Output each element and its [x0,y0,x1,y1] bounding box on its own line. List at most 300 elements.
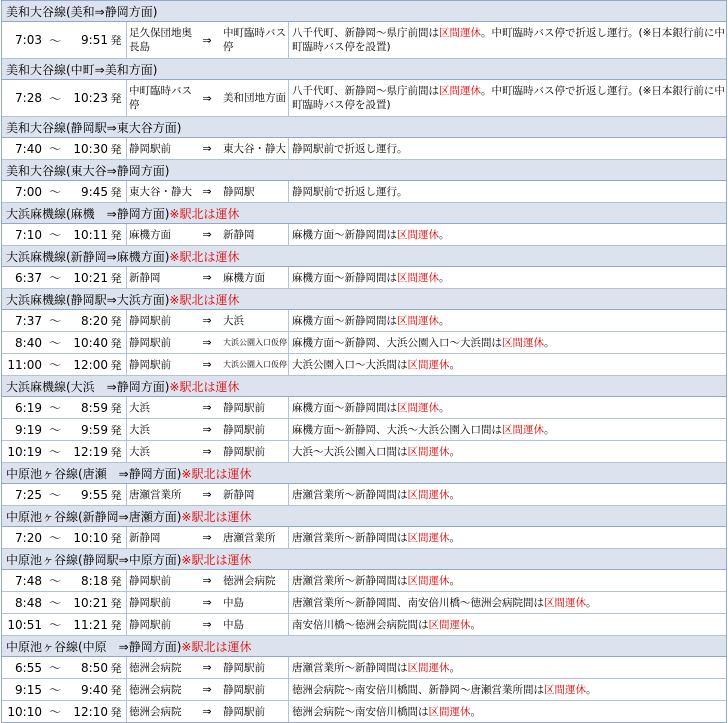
remark-prefix: 大浜公園入口～大浜間は [292,358,408,371]
end-time: 8:59 [81,400,108,415]
end-time: 8:18 [81,573,108,588]
remark-cell [289,224,726,245]
time-cell [2,419,127,440]
tilde: ～ [48,596,61,610]
tilde: ～ [48,314,61,328]
remark-suffix: 。 [439,314,450,327]
table-row [2,570,726,592]
tilde: ～ [48,33,61,48]
remark-suffix: 。中町臨時バス停で折返し運行。(※日本銀行前に中町臨時バス停を設置) [292,85,725,111]
arrow-icon: ⇒ [202,596,212,609]
route-header [2,203,726,224]
route-title: 中原池ヶ谷線(静岡駅⇒中原方面) [6,552,182,567]
time-cell [2,332,127,353]
from-stop: 徳洲会病院 [129,683,182,696]
arrow-icon: ⇒ [202,618,212,631]
from-stop: 大浜 [129,445,150,458]
end-time: 11:21 [73,617,108,632]
to-stop: 大浜公園入口仮停 [219,332,289,353]
route-title: 美和大谷線(中町⇒美和方面) [6,62,158,77]
time-cell [2,80,127,116]
to-stop: 新静岡 [219,224,289,245]
arrow-icon: ⇒ [202,336,212,349]
start-time: 10:10 [7,704,42,719]
from-stop: 徳洲会病院 [129,705,182,718]
from-stop: 中町臨時バス停 [129,85,192,111]
end-time: 9:40 [81,682,108,697]
route-header [2,59,726,80]
departure-label: 発 [110,423,122,437]
remark-cell [289,441,726,462]
start-time: 7:20 [15,530,42,545]
table-row [2,419,726,441]
start-time: 7:40 [15,141,42,156]
end-time: 10:40 [73,335,108,350]
arrow-icon: ⇒ [202,358,212,371]
departure-label: 発 [110,92,122,105]
remark-prefix: 静岡駅前で折返し運行。 [292,142,408,155]
remark-text [292,596,597,610]
table-row [2,310,726,332]
route-header [2,246,726,267]
from-stop: 足久保団地奥長島 [129,27,192,53]
remark-suffix: 。 [544,423,555,436]
time-cell [2,224,127,245]
suspension-label: 区間運休 [502,423,544,436]
start-time: 10:19 [7,444,42,459]
table-row [2,614,726,636]
table-row [2,527,726,549]
to-stop: 徳洲会病院 [219,570,289,591]
suspension-label: 区間運休 [544,683,586,696]
from-stop: 大浜 [129,401,150,414]
to-stop: 静岡駅 [219,181,289,202]
start-time: 6:19 [15,400,42,415]
start-time: 8:48 [15,595,42,610]
remark-text [292,683,597,697]
from-stop: 大浜 [129,423,150,436]
remark-cell [289,181,726,202]
end-time: 12:19 [73,444,108,459]
time-cell [2,679,127,700]
remark-suffix: 。 [439,228,450,241]
suspension-label: 区間運休 [397,228,439,241]
remark-cell [289,701,726,722]
remark-prefix: 麻機方面～新静岡間は [292,401,397,414]
start-time: 7:37 [15,313,42,328]
from-stop: 静岡駅前 [129,336,171,349]
from-stop: 新静岡 [129,531,161,544]
suspension-label: 区間運休 [544,596,586,609]
remark-text [292,488,460,502]
departure-label: 発 [110,531,122,545]
remark-text [292,531,460,545]
route-title: 大浜麻機線(麻機 ⇒静岡方面) [6,206,170,221]
remark-text [292,336,555,350]
suspension-label: 区間運休 [397,271,439,284]
to-stop: 静岡駅前 [219,419,289,440]
remark-cell [289,592,726,613]
from-stop: 静岡駅前 [129,596,171,609]
suspension-label: 区間運休 [397,401,439,414]
remark-suffix: 。 [586,596,597,609]
route-header [2,463,726,484]
remark-prefix: 静岡駅前で折返し運行。 [292,185,408,198]
departure-label: 発 [110,596,122,610]
route-header [2,376,726,397]
route-title: 大浜麻機線(大浜 ⇒静岡方面) [6,379,170,394]
remark-suffix: 。 [449,531,460,544]
suspension-label: 区間運休 [502,336,544,349]
remark-suffix: 。中町臨時バス停で折返し運行。(※日本銀行前に中町臨時バス停を設置) [292,27,725,53]
departure-label: 発 [110,683,122,697]
route-suspension-note: ※駅北は運休 [181,509,252,524]
table-row [2,397,726,419]
route-header [2,160,726,181]
arrow-icon: ⇒ [202,683,212,696]
tilde: ～ [48,91,61,106]
departure-label: 発 [110,618,122,632]
time-cell [2,657,127,678]
arrow-icon: ⇒ [202,401,212,414]
route-title: 大浜麻機線(静岡駅⇒大浜方面) [6,292,170,307]
remark-text [292,228,450,242]
table-row [2,657,726,679]
start-time: 7:03 [15,33,42,47]
remark-text [292,618,481,632]
table-row [2,441,726,463]
to-stop: 静岡駅前 [219,441,289,462]
remark-text [292,314,450,328]
suspension-label: 区間運休 [428,618,471,631]
remark-prefix: 麻機方面～新静岡、大浜～大浜公園入口間は [292,423,502,436]
end-time: 9:45 [81,184,108,199]
departure-label: 発 [110,705,122,719]
remark-cell [289,22,726,58]
departure-label: 発 [110,401,122,415]
table-row [2,354,726,376]
to-stop: 中町臨時バス停 [219,22,289,58]
remark-prefix: 南安倍川橋～徳洲会病院間は [292,618,429,631]
remark-cell [289,138,726,159]
departure-label: 発 [110,314,122,328]
departure-label: 発 [110,488,122,502]
route-suspension-note: ※駅北は運休 [169,249,240,264]
route-title: 美和大谷線(美和⇒静岡方面) [6,4,158,19]
remark-prefix: 麻機方面～新静岡、大浜公園入口～大浜間は [292,336,502,349]
table-row [2,484,726,506]
departure-label: 発 [110,228,122,242]
remark-prefix: 八千代町、新静岡～県庁前間は [292,27,439,39]
end-time: 9:55 [81,487,108,502]
end-time: 9:59 [81,422,108,437]
remark-cell [289,80,726,116]
to-stop: 静岡駅前 [219,657,289,678]
suspension-label: 区間運休 [407,488,450,501]
end-time: 10:10 [73,530,108,545]
from-stop: 静岡駅前 [129,358,171,371]
time-cell [2,592,127,613]
time-cell [2,570,127,591]
tilde: ～ [48,618,61,632]
start-time: 11:00 [7,357,42,372]
arrow-icon: ⇒ [202,314,212,327]
table-row [2,592,726,614]
remark-suffix: 。 [544,336,555,349]
time-cell [2,22,127,58]
departure-label: 発 [110,336,122,350]
remark-cell [289,570,726,591]
arrow-icon: ⇒ [202,705,212,718]
from-stop: 麻機方面 [129,228,171,241]
remark-cell [289,657,726,678]
route-header [2,289,726,310]
route-title: 中原池ヶ谷線(新静岡⇒唐瀬方面) [6,509,182,524]
time-cell [2,354,127,375]
departure-label: 発 [110,358,122,372]
time-cell [2,310,127,331]
time-cell [2,527,127,548]
remark-suffix: 。 [439,271,450,284]
remark-cell [289,679,726,700]
end-time: 9:51 [81,33,108,47]
from-stop: 静岡駅前 [129,618,171,631]
tilde: ～ [48,574,61,588]
arrow-icon: ⇒ [202,661,212,674]
remark-prefix: 麻機方面～新静岡間は [292,228,397,241]
tilde: ～ [48,445,61,459]
start-time: 9:15 [15,682,42,697]
departure-label: 発 [110,142,122,156]
to-stop: 大浜公園入口仮停 [219,354,289,375]
to-stop: 中島 [219,614,289,635]
remark-suffix: 。 [439,401,450,414]
remark-prefix: 麻機方面～新静岡間は [292,271,397,284]
table-row [2,679,726,701]
suspension-label: 区間運休 [439,85,481,97]
time-cell [2,614,127,635]
table-row [2,181,726,203]
remark-prefix: 唐瀬営業所～新静岡間は [292,574,408,587]
to-stop: 新静岡 [219,484,289,505]
remark-suffix: 。 [586,683,597,696]
start-time: 10:51 [7,617,42,632]
departure-label: 発 [110,271,122,285]
remark-text [292,185,408,199]
arrow-icon: ⇒ [202,142,212,155]
table-row [2,80,726,117]
suspension-label: 区間運休 [397,314,439,327]
tilde: ～ [48,336,61,350]
suspension-label: 区間運休 [428,705,471,718]
remark-text [292,84,726,112]
suspension-label: 区間運休 [407,531,450,544]
route-header [2,506,726,527]
remark-text [292,661,460,675]
remark-prefix: 唐瀬営業所～新静岡間、南安倍川橋～徳洲会病院間は [292,596,544,609]
remark-prefix: 麻機方面～新静岡間は [292,314,397,327]
table-row [2,701,726,722]
tilde: ～ [48,531,61,545]
table-row [2,22,726,59]
from-stop: 新静岡 [129,271,161,284]
end-time: 12:10 [73,704,108,719]
suspension-label: 区間運休 [407,358,450,371]
to-stop: 静岡駅前 [219,679,289,700]
suspension-label: 区間運休 [407,574,450,587]
remark-cell [289,332,726,353]
arrow-icon: ⇒ [202,228,212,241]
table-row [2,138,726,160]
start-time: 6:55 [15,660,42,675]
remark-suffix: 。 [470,618,481,631]
remark-cell [289,614,726,635]
suspension-timetable [1,0,727,723]
route-suspension-note: ※駅北は運休 [181,552,252,567]
to-stop: 東大谷・静大 [219,138,289,159]
remark-prefix: 唐瀬営業所～新静岡間は [292,531,408,544]
suspension-label: 区間運休 [439,27,481,39]
remark-suffix: 。 [449,445,460,458]
tilde: ～ [48,683,61,697]
tilde: ～ [48,423,61,437]
time-cell [2,701,127,722]
end-time: 10:11 [73,227,108,242]
remark-cell [289,310,726,331]
remark-text [292,423,555,437]
tilde: ～ [48,185,61,199]
remark-cell [289,267,726,288]
tilde: ～ [48,271,61,285]
arrow-icon: ⇒ [202,271,212,284]
to-stop: 大浜 [219,310,289,331]
from-stop: 静岡駅前 [129,314,171,327]
tilde: ～ [48,705,61,719]
departure-label: 発 [110,445,122,459]
remark-text [292,271,450,285]
end-time: 8:20 [81,313,108,328]
remark-cell [289,419,726,440]
arrow-icon: ⇒ [202,574,212,587]
route-suspension-note: ※駅北は運休 [169,206,240,221]
end-time: 10:30 [73,141,108,156]
route-title: 中原池ヶ谷線(中原 ⇒静岡方面) [6,639,182,654]
remark-prefix: 徳洲会病院～南安倍川橋間、新静岡～唐瀬営業所間は [292,683,544,696]
arrow-icon: ⇒ [202,531,212,544]
route-suspension-note: ※駅北は運休 [169,292,240,307]
start-time: 8:40 [15,335,42,350]
remark-cell [289,397,726,418]
time-cell [2,181,127,202]
departure-label: 発 [110,574,122,588]
remark-prefix: 大浜～大浜公園入口間は [292,445,408,458]
arrow-icon: ⇒ [202,423,212,436]
remark-prefix: 徳洲会病院～南安倍川橋間は [292,705,429,718]
end-time: 10:21 [73,270,108,285]
time-cell [2,441,127,462]
start-time: 7:00 [15,184,42,199]
route-header [2,117,726,138]
tilde: ～ [48,228,61,242]
route-suspension-note: ※駅北は運休 [181,466,252,481]
start-time: 6:37 [15,270,42,285]
remark-cell [289,527,726,548]
departure-label: 発 [110,661,122,675]
tilde: ～ [48,401,61,415]
remark-prefix: 唐瀬営業所～新静岡間は [292,661,408,674]
route-title: 美和大谷線(静岡駅⇒東大谷方面) [6,120,182,135]
end-time: 10:21 [73,595,108,610]
table-row [2,267,726,289]
from-stop: 静岡駅前 [129,574,171,587]
to-stop: 中島 [219,592,289,613]
remark-prefix: 唐瀬営業所～新静岡間は [292,488,408,501]
remark-suffix: 。 [470,705,481,718]
end-time: 8:50 [81,660,108,675]
arrow-icon: ⇒ [202,91,212,105]
time-cell [2,138,127,159]
remark-text [292,705,481,719]
route-title: 美和大谷線(東大谷⇒静岡方面) [6,163,170,178]
start-time: 7:25 [15,487,42,502]
from-stop: 東大谷・静大 [129,185,192,198]
remark-suffix: 。 [449,574,460,587]
departure-label: 発 [110,185,122,199]
time-cell [2,484,127,505]
remark-suffix: 。 [449,358,460,371]
from-stop: 徳洲会病院 [129,661,182,674]
remark-text [292,26,726,54]
time-cell [2,397,127,418]
table-row [2,224,726,246]
tilde: ～ [48,661,61,675]
tilde: ～ [48,488,61,502]
start-time: 7:48 [15,573,42,588]
table-row [2,332,726,354]
route-title: 中原池ヶ谷線(唐瀬 ⇒静岡方面) [6,466,182,481]
arrow-icon: ⇒ [202,33,212,47]
remark-text [292,142,408,156]
remark-suffix: 。 [449,488,460,501]
from-stop: 唐瀬営業所 [129,488,182,501]
remark-cell [289,354,726,375]
remark-text [292,401,450,415]
start-time: 7:10 [15,227,42,242]
end-time: 10:23 [73,91,108,105]
to-stop: 美和団地方面 [219,80,289,116]
remark-text [292,358,460,372]
from-stop: 静岡駅前 [129,142,171,155]
route-header [2,636,726,657]
to-stop: 麻機方面 [219,267,289,288]
route-header [2,1,726,22]
route-header [2,549,726,570]
start-time: 9:19 [15,422,42,437]
end-time: 12:00 [73,357,108,372]
route-suspension-note: ※駅北は運休 [169,379,240,394]
remark-text [292,574,460,588]
remark-suffix: 。 [449,661,460,674]
start-time: 7:28 [15,91,42,105]
time-cell [2,267,127,288]
route-title: 大浜麻機線(新静岡⇒麻機方面) [6,249,170,264]
to-stop: 静岡駅前 [219,397,289,418]
remark-text [292,445,460,459]
suspension-label: 区間運休 [407,445,450,458]
tilde: ～ [48,358,61,372]
to-stop: 唐瀬営業所 [219,527,289,548]
remark-cell [289,484,726,505]
